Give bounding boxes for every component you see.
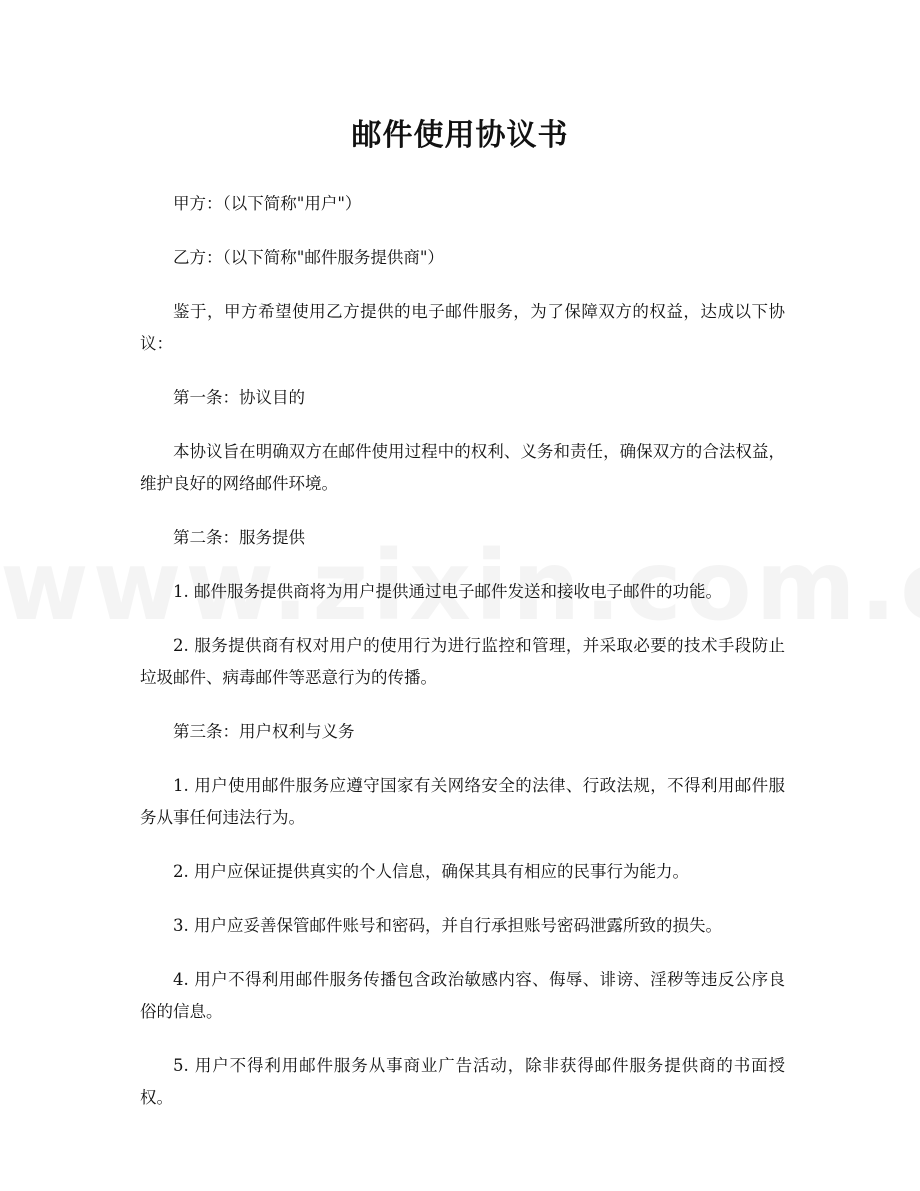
article-3-clause-2: 2. 用户应保证提供真实的个人信息，确保其具有相应的民事行为能力。	[173, 862, 689, 881]
article-2-clause-1: 1. 邮件服务提供商将为用户提供通过电子邮件发送和接收电子邮件的功能。	[173, 582, 722, 601]
article-3-clause-1: 1. 用户使用邮件服务应遵守国家有关网络安全的法律、行政法规，不得利用邮件服务从事任何违法行为。	[140, 776, 785, 827]
party-a-line: 甲方：（以下简称"用户"）	[173, 194, 362, 213]
party-b-line: 乙方：（以下简称"邮件服务提供商"）	[173, 248, 444, 267]
article-3-clause-3: 3. 用户应妥善保管邮件账号和密码，并自行承担账号密码泄露所致的损失。	[173, 916, 722, 935]
document-title: 邮件使用协议书	[351, 118, 569, 153]
article-3-heading: 第三条：用户权利与义务	[173, 722, 355, 741]
document-body	[140, 188, 785, 1136]
article-1-paragraph: 本协议旨在明确双方在邮件使用过程中的权利、义务和责任，确保双方的合法权益，维护良好的网络邮件环境。	[140, 442, 785, 493]
article-2-heading: 第二条：服务提供	[173, 528, 305, 547]
article-3-clause-5: 5. 用户不得利用邮件服务从事商业广告活动，除非获得邮件服务提供商的书面授权。	[140, 1056, 785, 1107]
article-1-heading: 第一条：协议目的	[173, 388, 305, 407]
article-2-clause-2: 2. 服务提供商有权对用户的使用行为进行监控和管理，并采取必要的技术手段防止垃圾邮件、病毒邮件等恶意行为的传播。	[140, 636, 785, 687]
article-3-clause-4: 4. 用户不得利用邮件服务传播包含政治敏感内容、侮辱、诽谤、淫秽等违反公序良俗的信息。	[140, 970, 785, 1021]
preamble-paragraph: 鉴于，甲方希望使用乙方提供的电子邮件服务，为了保障双方的权益，达成以下协议：	[140, 302, 785, 353]
